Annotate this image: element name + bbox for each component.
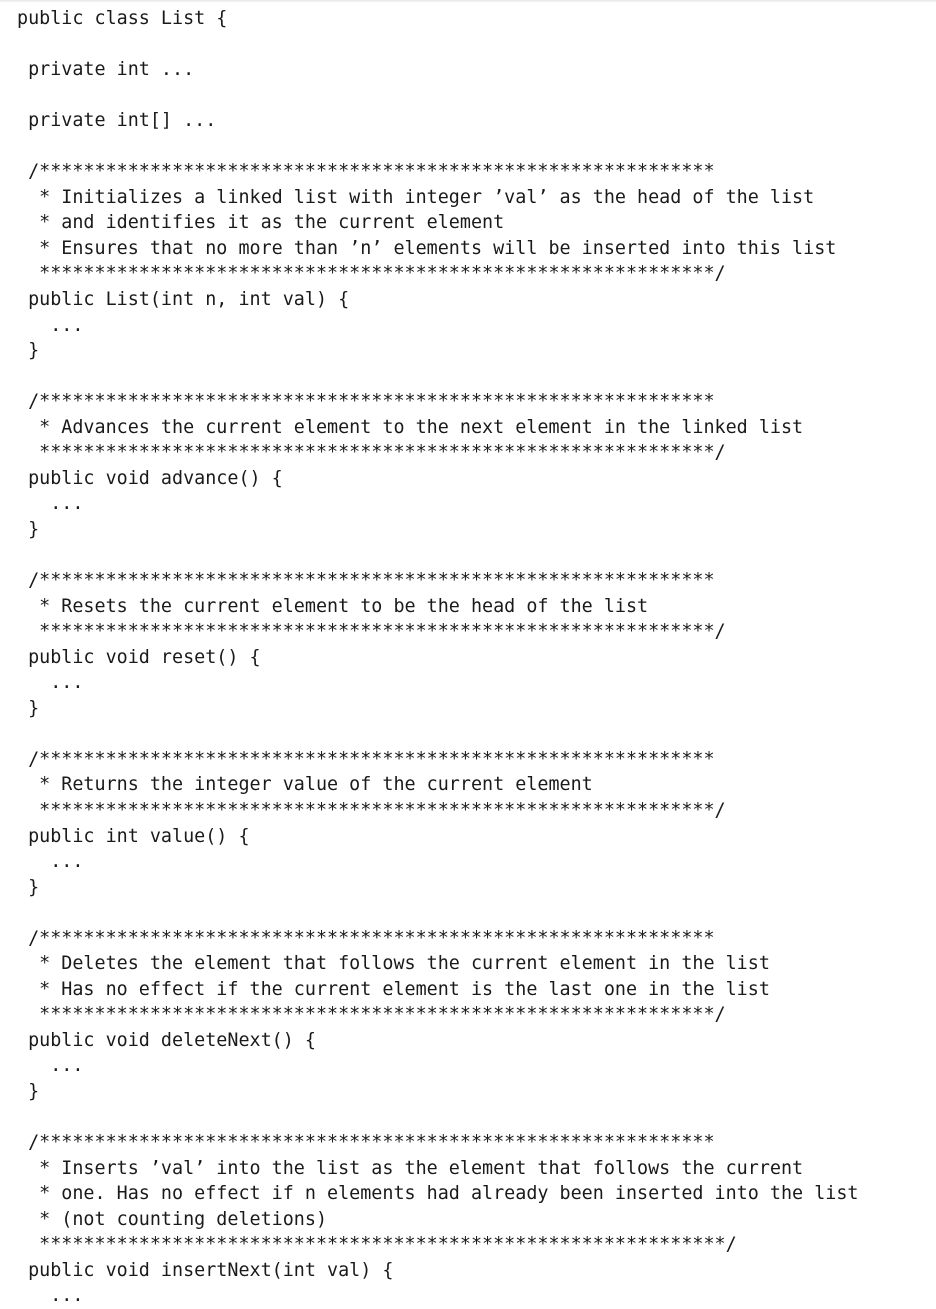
code-line: *************************************************************/	[17, 621, 726, 643]
code-line: public void reset() {	[17, 646, 261, 668]
code-line	[17, 900, 858, 926]
code-line: /*************************************************************	[17, 161, 715, 183]
code-line: public int value() {	[17, 825, 250, 847]
code-line	[17, 83, 858, 109]
code-line: * and identifies it as the current element	[17, 212, 505, 234]
code-line: public void insertNext(int val) {	[17, 1259, 394, 1281]
code-line: * Advances the current element to the next element in the linked list	[17, 416, 804, 438]
code-line: /*************************************************************	[17, 391, 715, 413]
code-line: public void advance() {	[17, 467, 283, 489]
code-line: ...	[17, 493, 84, 515]
code-line	[17, 32, 858, 58]
code-line: public void deleteNext() {	[17, 1029, 316, 1051]
code-line: public class List {	[17, 8, 228, 29]
code-line	[17, 721, 858, 747]
code-line: /*************************************************************	[17, 748, 715, 770]
code-line: }	[17, 697, 40, 719]
code-line: ...	[17, 314, 84, 336]
code-line	[17, 542, 858, 568]
code-line: ...	[17, 1285, 84, 1307]
code-line: * Inserts ’val’ into the list as the element that follows the current	[17, 1157, 804, 1179]
code-line: ...	[17, 851, 84, 873]
code-line: }	[17, 518, 40, 540]
code-line: /*************************************************************	[17, 570, 715, 592]
code-line	[17, 134, 858, 160]
code-line	[17, 364, 858, 390]
code-line: * Initializes a linked list with integer ’val’ as the head of the list	[17, 186, 815, 208]
code-line: public List(int n, int val) {	[17, 289, 350, 311]
code-line: }	[17, 340, 40, 362]
java-code-listing	[17, 6, 858, 1309]
code-line: * (not counting deletions)	[17, 1208, 328, 1230]
code-line: ...	[17, 672, 84, 694]
code-line: * Deletes the element that follows the current element in the list	[17, 953, 770, 975]
code-line: * Returns the integer value of the current element	[17, 774, 593, 796]
code-line: *************************************************************/	[17, 263, 726, 285]
page-top-edge	[0, 0, 936, 3]
code-line: /*************************************************************	[17, 1132, 715, 1154]
code-line: *************************************************************/	[17, 799, 726, 821]
code-line: *************************************************************/	[17, 442, 726, 464]
code-line: **************************************************************/	[17, 1234, 737, 1256]
code-line: }	[17, 1080, 40, 1102]
code-line: private int[] ...	[17, 110, 217, 132]
code-line	[17, 1105, 858, 1131]
code-line: ...	[17, 1055, 84, 1077]
code-line: }	[17, 876, 40, 898]
code-line: * Ensures that no more than ’n’ elements will be inserted into this list	[17, 237, 837, 259]
code-line: * Resets the current element to be the head of the list	[17, 595, 649, 617]
code-line: * one. Has no effect if n elements had already been inserted into the list	[17, 1183, 859, 1205]
code-line: /*************************************************************	[17, 927, 715, 949]
code-line: private int ...	[17, 59, 195, 81]
code-line: * Has no effect if the current element is the last one in the list	[17, 978, 770, 1000]
code-line: *************************************************************/	[17, 1004, 726, 1026]
